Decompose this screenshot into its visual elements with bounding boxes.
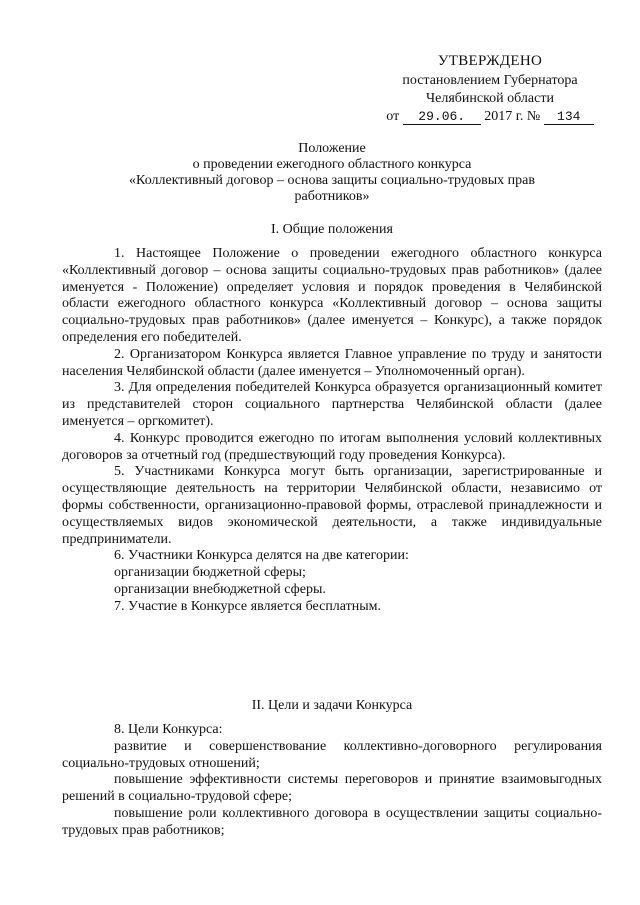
title-line-4: работников» — [294, 189, 370, 204]
approval-line-1: постановлением Губернатора — [402, 73, 578, 88]
list-item: организации внебюджетной сферы. — [114, 581, 326, 597]
list-item: развитие и совершенствование коллективно-договорного регулирования социально-трудовых отношений; — [62, 738, 602, 771]
document-title — [62, 141, 602, 205]
section-1-heading: I. Общие положения — [271, 222, 393, 237]
paragraph: 4. Конкурс проводится ежегодно по итогам выполнения условий коллективных договоров за отчетный год (предшествующий году проведения Конкурса). — [62, 430, 602, 463]
title-line-3: «Коллективный договор – основа защиты социально-трудовых прав — [129, 173, 535, 188]
approval-date-line — [360, 108, 620, 126]
approved-label: УТВЕРЖДЕНО — [437, 53, 543, 69]
from-label: от — [386, 109, 400, 124]
approval-line-2: Челябинской области — [426, 91, 554, 106]
paragraph: 6. Участники Конкурса делятся на две категории: — [114, 548, 409, 564]
paragraph: 7. Участие в Конкурсе является бесплатным. — [114, 598, 382, 614]
approval-stamp — [360, 52, 620, 126]
section-2-body — [62, 722, 602, 840]
section-1-body — [62, 246, 602, 616]
approval-year: 2017 г. № — [484, 109, 541, 124]
list-item: повышение эффективности системы переговоров и принятие взаимовыгодных решений в социально-трудовой сфере; — [62, 772, 602, 805]
title-line-1: Положение — [298, 141, 366, 156]
paragraph: 8. Цели Конкурса: — [114, 722, 223, 737]
paragraph: 2. Организатором Конкурса является Главное управление по труду и занятости населения Челябинской области (далее именуется – Уполномоченный орган). — [62, 346, 602, 379]
paragraph: 1. Настоящее Положение о проведении ежегодного областного конкурса «Коллективный договор – основа защиты социально-трудовых прав работников» (далее именуется - Положение) определяет условия и порядок проведения в Челябинской области ежегодного областного конкурса «Коллективный договор – основа защиты социально-трудовых прав работников» (далее именуется – Конкурс), а также порядок определения его победителей. — [62, 246, 602, 345]
list-item: организации бюджетной сферы; — [114, 565, 306, 581]
paragraph: 5. Участниками Конкурса могут быть организации, зарегистрированные и осуществляющие деятельность на территории Челябинской области, независимо от формы собственности, организационно-правовой формы, отраслевой принадлежности и осуществляемых видов экономической деятельности, а также индивидуальные предприниматели. — [62, 464, 602, 547]
list-item: повышение роли коллективного договора в осуществлении защиты социально-трудовых прав работников; — [62, 805, 602, 838]
section-2-heading: II. Цели и задачи Конкурса — [251, 698, 413, 713]
title-line-2: о проведении ежегодного областного конкурса — [192, 157, 472, 172]
paragraph: 3. Для определения победителей Конкурса образуется организационный комитет из представителей сторон социального партнерства Челябинской области (далее именуется – оргкомитет). — [62, 380, 602, 429]
approval-number: 134 — [544, 110, 594, 125]
approval-date: 29.06. — [403, 110, 481, 125]
